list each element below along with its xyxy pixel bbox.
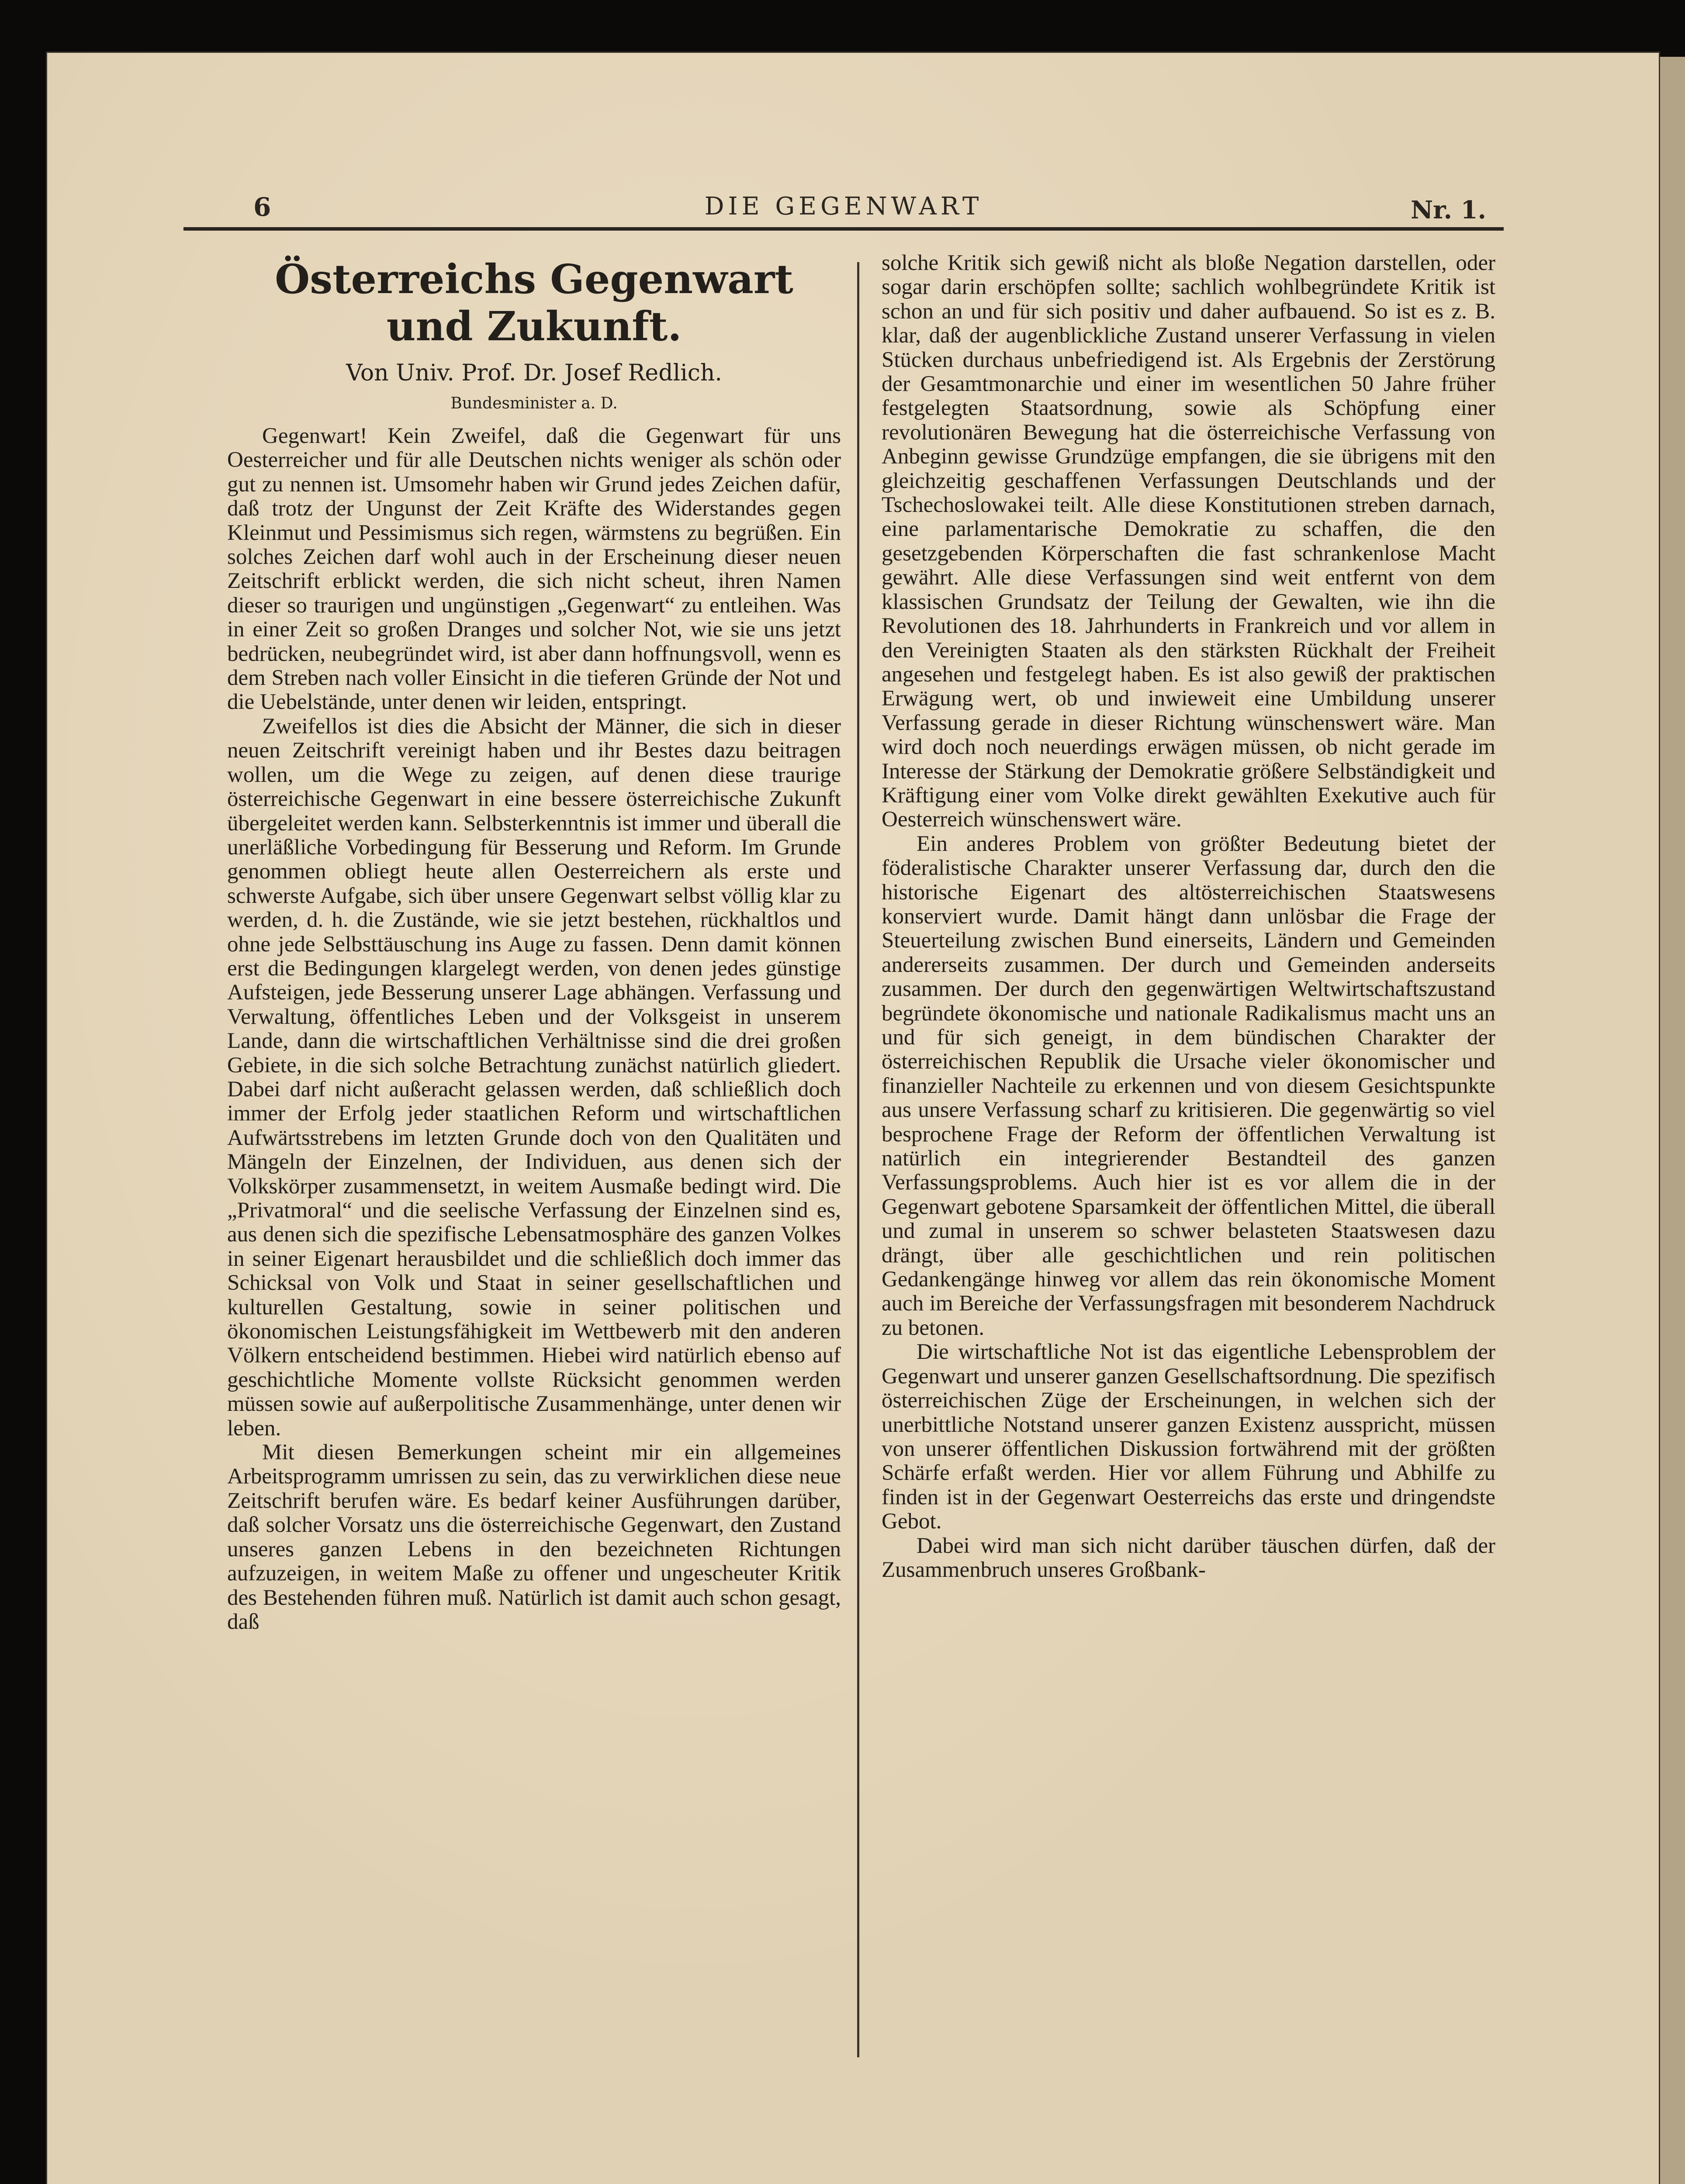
running-header — [183, 192, 1504, 231]
article-title — [227, 256, 841, 350]
author-title: Bundesminister a. D. — [450, 394, 618, 412]
paragraph: Mit diesen Bemerkungen scheint mir ein allgemeines Arbeitsprogramm umrissen zu sein, das zu verwirklichen diese neue Zeitschrift berufen wäre. Es bedarf keiner Ausführungen darüber, daß solcher Vorsatz uns die österreichische Gegenwart, den Zustand unseres ganzen Lebens in den bezeichneten Richtungen aufzuzeigen, in weitem Maße zu offener und ungescheuter Kritik des Bestehenden führen muß. Natürlich ist damit auch schon gesagt, daß — [227, 1440, 841, 1634]
article-title-line-2: und Zukunft. — [386, 303, 682, 350]
column-divider — [857, 262, 859, 2057]
paragraph: Ein anderes Problem von größter Bedeutung bietet der föderalistische Charakter unserer Verfassung dar, durch den die historische Eigenart des altösterreichischen Staatswesens konserviert wurde. Damit hängt dann unlösbar die Frage der Steuerteilung zwischen Bund einerseits, Ländern und Gemeinden andererseits zusammen. Der durch und Gemeinden anderseits zusammen. Der durch den gegenwärtigen Weltwirtschaftszustand begründete ökonomische und nationale Radikalismus macht uns an und für sich geneigt, in dem bündischen Charakter der österreichischen Republik die Ursache vieler ökonomischer und finanzieller Nachteile zu erkennen und von diesem Gesichtspunkte aus unsere Verfassung scharf zu kritisieren. Die gegenwärtig so viel besprochene Frage der Reform der öffentlichen Verwaltung ist natürlich ein integrierender Bestandteil des ganzen Verfassungsproblems. Auch hier ist es vor allem die in der Gegenwart gebotene Sparsamkeit der öffentlichen Mittel, die überall und zumal in unserem so schwer belasteten Staatswesen dazu drängt, über alle geschichtlichen und rein politischen Gedankengänge hinweg vor allem das rein ökonomische Moment auch im Bereiche der Verfassungsfragen mit besonderem Nachdruck zu betonen. — [882, 831, 1495, 1340]
paragraph: Gegenwart! Kein Zweifel, daß die Gegenwart für uns Oesterreicher und für alle Deutschen nichts weniger als schön oder gut zu nennen ist. Umsomehr haben wir Grund jedes Zeichen dafür, daß trotz der Ungunst der Zeit Kräfte des Widerstandes gegen Kleinmut und Pessimismus sich regen, wärmstens zu begrüßen. Ein solches Zeichen darf wohl auch in der Erscheinung dieser neuen Zeitschrift erblickt werden, die sich nicht scheut, ihren Namen dieser so traurigen und ungünstigen „Gegenwart“ zu entleihen. Was in einer Zeit so großen Dranges und solcher Not, wie sie uns jetzt bedrücken, neubegründet wird, ist aber dann hoffnungsvoll, wenn es dem Streben nach voller Einsicht in die tieferen Gründe der Not und die Uebelstände, unter denen wir leiden, entspringt. — [227, 424, 841, 715]
paragraph: Dabei wird man sich nicht darüber täuschen dürfen, daß der Zusammenbruch unseres Großbank- — [882, 1533, 1495, 1582]
page-number: 6 — [253, 192, 271, 222]
left-column — [227, 251, 841, 2055]
paragraph: Die wirtschaftliche Not ist das eigentliche Lebensproblem der Gegenwart und unserer ganzen Gesellschaftsordnung. Die spezifisch österreichischen Züge der Erscheinungen, in welchen sich der unerbittliche Notstand unserer ganzen Existenz ausspricht, müssen von unserer öffentlichen Diskussion fortwährend mit der größten Schärfe erfaßt werden. Hier vor allem Führung und Abhilfe zu finden ist in der Gegenwart Oesterreichs das erste und dringendste Gebot. — [882, 1340, 1495, 1534]
right-column — [882, 251, 1495, 2068]
next-page-edge — [1660, 57, 1685, 2184]
article-title-line-1: Österreichs Gegenwart — [275, 256, 793, 303]
paragraph: Zweifellos ist dies die Absicht der Männer, die sich in dieser neuen Zeitschrift vereinigt haben und ihr Bestes dazu beitragen wollen, um die Wege zu zeigen, auf denen diese traurige österreichische Gegenwart in eine bessere österreichische Zukunft übergeleitet werden kann. Selbsterkenntnis ist immer und überall die unerläßliche Vorbedingung für Besserung und Reform. Im Grunde genommen obliegt heute allen Oesterreichern als erste und schwerste Aufgabe, sich über unsere Gegenwart selbst völlig klar zu werden, d. h. die Zustände, wie sie jetzt bestehen, rückhaltlos und ohne jede Selbsttäuschung ins Auge zu fassen. Denn damit können erst die Bedingungen klargelegt werden, von denen jedes günstige Aufsteigen, jede Besserung unserer Lage abhängen. Verfassung und Verwaltung, öffentliches Leben und der Volksgeist in unserem Lande, dann die wirtschaftlichen Verhältnisse sind die drei großen Gebiete, in die sich solche Betrachtung zunächst natürlich gliedert. Dabei darf nicht außeracht gelassen werden, daß schließlich doch immer der Erfolg jeder staatlichen Reform und wirtschaftlichen Aufwärtsstrebens im letzten Grunde doch von den Qualitäten und Mängeln der Einzelnen, der Individuen, aus denen sich der Volkskörper zusammensetzt, in weitem Ausmaße bedingt wird. Die „Privatmoral“ und die seelische Verfassung der Einzelnen sind es, aus denen sich die spezifische Lebensatmosphäre des ganzen Volkes in seiner Eigenart herausbildet und die schließlich doch immer das Schicksal von Volk und Staat in seiner gesellschaftlichen und kulturellen Gestaltung, sowie in seiner politischen und ökonomischen Leistungsfähigkeit im Wettbewerb mit den anderen Völkern entscheidend bestimmen. Hiebei wird natürlich ebenso auf geschichtliche Momente vollste Rücksicht genommen werden müssen sowie auf außerpolitische Zusammenhänge, unter denen wir leben. — [227, 714, 841, 1441]
journal-title: DIE GEGENWART — [704, 192, 983, 221]
issue-number: Nr. 1. — [1410, 196, 1486, 225]
article-byline: Von Univ. Prof. Dr. Josef Redlich. — [346, 360, 722, 386]
paragraph: solche Kritik sich gewiß nicht als bloße Negation darstellen, oder sogar darin erschöpfen sollte; sachlich wohlbegründete Kritik ist schon an und für sich positiv und daher aufbauend. So ist es z. B. klar, daß der augenblickliche Zustand unserer Verfassung in vielen Stücken durchaus unbefriedigend ist. Als Ergebnis der Zerstörung der Gesamtmonarchie und einer im wesentlichen 50 Jahre früher festgelegten Staatsordnung, sowie als Schöpfung einer revolutionären Bewegung hat die österreichische Verfassung von Anbeginn gewisse Grundzüge empfangen, die sie übrigens mit den gleichzeitig geschaffenen Verfassungen Deutschlands und der Tschechoslowakei teilt. Alle diese Konstitutionen streben darnach, eine parlamentarische Demokratie zu schaffen, die den gesetzgebenden Körperschaften die fast schrankenlose Macht gewährt. Alle diese Verfassungen sind weit entfernt von dem klassischen Grundsatz der Teilung der Gewalten, wie ihn die Revolutionen des 18. Jahrhunderts in Frankreich und vor allem in den Vereinigten Staaten als den stärksten Rückhalt der Freiheit angesehen und festgelegt haben. Es ist also gewiß der praktischen Erwägung wert, ob und inwieweit eine Umbildung unserer Verfassung gerade in dieser Richtung wünschenswert wäre. Man wird doch noch neuerdings erwägen müssen, ob nicht gerade im Interesse der Stärkung der Demokratie größere Selbständigkeit und Kräftigung einer vom Volke direkt gewählten Exekutive auch für Oesterreich wünschenswert wäre. — [882, 251, 1495, 832]
